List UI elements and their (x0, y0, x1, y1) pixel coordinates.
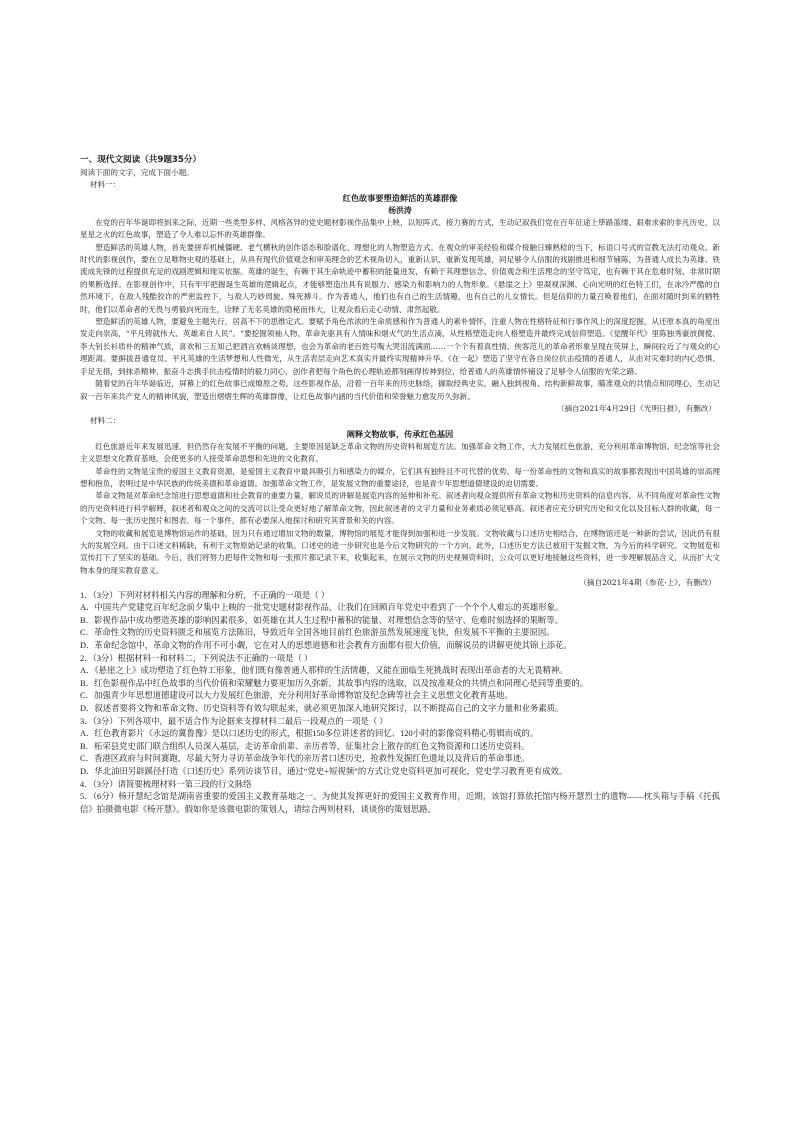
question-1-option-c: C．革命性文物的历史资料匮乏和展览方法陈旧，导致近年全国各地目前红色旅游虽然发展速度飞快，但发展不平衡的主要原因。 (80, 628, 555, 638)
question-1-stem: 1．（3分）下列对材料相关内容的理解和分析，不正确的一项是（ ） (80, 590, 330, 600)
material2-paragraph: 革命性的文物是宝贵的爱国主义教育资源，是爱国主义教育中最具吸引力和感染力的媒介，它们具有独特且不可代替的优势。每一份革命性的文物和真实的故事都表现出中国英雄的崇高理想和抱负，表明过是中华民族的传统美德和革命道德。加强革命文物工作，是发展文物的重要途径，也是青少年思想道德建设的迫切需要。 (80, 466, 720, 488)
question-3-option-d: D．华北油田另辟蹊径打造《口述历史》系列访谈节目，通过“党史+短视频”的方式让党史资料更加可视化，党史学习教育更有成效。 (80, 766, 568, 776)
question-1-option-a: A．中国共产党建党百年纪念前夕集中上映的一批党史题材影视作品，让我们在回顾百年党史中看到了一个个个人难忘的英雄形象。 (80, 603, 564, 613)
section-title: 一、现代文阅读（共9题35分） (80, 155, 202, 165)
question-1-option-b: B．影视作品中成功塑造英雄的影响因素很多，如英雄在其人生过程中蓄积的能量、对理想信念等的坚守、危难时刻选择的果断等。 (80, 615, 563, 625)
question-2-option-b: B．红色影视作品中红色故事的当代价值和荣耀魅力要更加历久弥新，其故事内容的选取，以及按准观众的共情点和同理心是同等重要的。 (80, 678, 589, 688)
question-5-stem: 5．（6分）杨开慧纪念馆是湖南省重要的爱国主义教育基地之一。为使其发挥更好的爱国主义教育作用，近期，该馆打算依托馆内杨开慧烈士的遗物——枕头箱与手稿《托孤信》拍摄微电影《杨开慧》。假如你是该微电影的策划人，请综合两则材料，谈谈你的策划思路。 (80, 792, 720, 814)
question-1-option-d: D．革命纪念馆中，革命文物的作用不可小觑，它在对人的思想道德和社会教育方面都有很大价值，而解说员的讲解更使其锦上添花。 (80, 640, 572, 650)
material2-paragraph: 红色旅游近年来发展迅速，但仍然存在发展不平衡的问题，主要原因是缺乏革命文物的历史资料和展览方法。加强革命文物工作，大力发展红色旅游，充分利用革命博物馆、纪念馆等社会主义思想文化教育基地，会使更多的人接受革命思想和先进的文化教育。 (80, 441, 720, 464)
material1-title: 红色故事要塑造鲜活的英雄群像 (342, 192, 458, 203)
material2-title: 阐释文物故事，传承红色基因 (346, 428, 454, 439)
material1-source: （摘自2021年4月29日《光明日报》，有删改） (556, 403, 716, 413)
material2-label: 材料二： (90, 416, 121, 426)
question-4-stem: 4．（3分）请简要梳理材料一第三段的行文脉络 (80, 779, 252, 789)
question-3-option-c: C．香港区政府与时间赛跑，尽最大努力寻访革命战争年代的亲历者口述历史，抢救性发掘红色遗址以及背后的革命事迹。 (80, 754, 530, 764)
material1-paragraph: 随着党的百年华诞临近，屏幕上的红色故事已成燎原之势。这些影视作品，沿着一百年来的历史脉络，撷取经典史实，融入独到视角、结构新鲜故事，瞄准观众的共情点和同理心，生动记叙一百年来共产党人的精神风貌，塑造出熠熠生辉的英雄群像，让红色故事内涵的当代价值和荣誉魅力愈发历久弥新。 (80, 379, 720, 401)
question-3-stem: 3．（3分）下列各项中，最不适合作为论据来支撑材料二最后一段观点的一项是（ ） (80, 716, 388, 726)
question-2-option-c: C．加强青少年思想道德建设可以大力发展红色旅游，充分利用好革命博物馆及纪念碑等社会主义思想文化教育基地。 (80, 691, 513, 701)
question-3-option-b: B．柘荣县党史部门联合组织人员深入基层，走访革命前辈、亲历者等，征集社会上散存的红色文物资源和口述历史资料。 (80, 741, 530, 751)
material2-paragraph: 文物的收藏和展览是博物馆运作的基础，因为只有通过增加文物的数量，博物馆的展览才能得到加强和进一步发展。文物收藏与口述历史相结合，在博物馆还是一种新的尝试，因此仍有很大的发展空间。由于口述文料稀缺，有利于文物原始记录的收集。口述史的进一步研究也是今后文物研究的一个方向。此外，口述历史方法已被用于发掘文物，为今后的科学研究、文物展览和宣传打下了坚实的基础。今后，我们将努力把每件文物和每一张照片都记录下来，收集起来，在展示文物的历史视频资料时，公众可以更好地接触这些资料，进一步理解展品含义，从而扩大文物本身的现实教育意义。 (80, 528, 720, 575)
question-2-option-d: D．叙述者要将文物和革命文物、历史资料等有效勾联起来，就必须更加深入地研究探讨，以不断提高自己的文字力量和业务素质。 (80, 703, 564, 713)
material1-paragraph: 塑造鲜活的英雄人物，要避免主题先行，居高不下的思维定式。要赋予角色浓浓的生命质感和作为普通人的素朴情怀，注重人物在性格特征和行事作风上的深度挖掘，从还原本真的角度出发走向崇高，“平凡铸就伟大、英雄来自人民”。“要挖掘领袖人物、革命先驱具有人情味和烟火气的生活点滴，从性格塑造走向人格塑造并最终完成信仰塑造。《觉醒年代》里陈独秀豪放倜傥、李大钊长衫质朴的精神气质，喜欢和三五知己把酒言欢畅谈理想，也会为革命的老百姓号啕大哭泪流满面……一个个有着真性情、侠客范儿的革命者形象呈现在荧屏上，瞬间拉近了与观众的心理距离。要摒拔普通党员、平凡英雄的生活梦想和人性微光，从生活表层走向艺术真实并最终实现精神升华。《在一起》塑造了坚守在各自岗位抗击疫情的普通人，从由对灾难时的内心恐惧、手足无措，到抹杀精神、振奋斗志携手抗击疫情时的毅力同心，创作者把每个角色的心理轨迹都刻画得传神到位，给普通人的英雄情怀铺设了足够令人信服的光荣之路。 (80, 317, 720, 376)
question-2-option-a: A．《悬崖之上》成功塑造了红色特工形象，他们既有像普通人那样的生活情趣，又能在面临生死挑战时表现出革命者的大无畏精神。 (80, 666, 568, 676)
question-2-stem: 2．（3分）根据材料一和材料二，下列说法不正确的一项是（ ） (80, 653, 313, 663)
material1-author: 杨洪涛 (388, 205, 412, 215)
material2-source: （摘自2021年4期《参花·上》，有删改） (579, 578, 716, 588)
question-3-option-a: A．红色教育影片《永远的冀鲁豫》是以口述历史的形式，根据150多位讲述者的回忆、120小时的影像资料精心剪辑而成的。 (80, 729, 539, 739)
questions-block (80, 590, 720, 817)
material1-label: 材料一： (90, 180, 121, 190)
section-instruction: 阅读下面的文字，完成下面小题。 (80, 168, 194, 177)
material1-paragraph: 塑造鲜活的英雄人物，首先要拼弃机械僵硬、老气横秋的创作语态和脸谱化、理想化的人物塑造方式。在观众的审美经验和媒介接触日臻熟稔的当下，标语口号式的宣教无法打动观众。新时代的影视创作，要在立足唯物史观的基础上，从具有现代价值观念和审美理念的艺术视角切入，重新认识、重新发现英雄，同足够令人信服的戏剧推进和细节铺陈，为普通人成长为英雄、铁流成先锋的过程提供充足的戏剧逻辑和现实依据。英雄的诞生，有赖于其生命轨迹中蓄积的能量迸发，有赖于其理想信念、价值观念和生活理念的坚守笃定，也有赖于其在危难时刻、非常时期的果断选择。在影视创作中，只有牢牢把握诞生英雄的逻辑起点，才能够塑造出具有说服力、感染力和影响力的人物形象。《悬崖之上》里凝视深渊、心向光明的红色特工们，在冰冷严酷的自然环境下，在敌人残酷狡诈的严密监控下，与敌人巧妙周旋、殊死搏斗。作为普通人，他们也有自己的生活情趣，也有自己的儿女情长。但是信仰的力量召唤着他们，在面对随时到来的牺牲时，他们以革命者的无畏与勇毅向死而生，诠释了无名英雄的隐秘而伟大，让观众看后走心动情、肃然起敬。 (80, 242, 720, 314)
exam-page (80, 148, 720, 816)
material2-paragraph: 革命文物是对革命纪念馆进行思想道德和社会教育的重要力量，解说员的讲解是展览内容的延伸和补充。叙述者向观众提供所有革命文物和历史资料的信息内容。从不同角度对革命性文物的历史资料进行科学解释，叙述者和观众之间的交流可以让受众更好地了解革命文物，因此叙述者的文字力量和业务素质必须足够高。叙述者应充分研究历史和文化以及目标人群的收藏，每一个文物、每一张历史图片和图表、每一个事件，都有必要深入地探讨和研究其背景和关的内容。 (80, 491, 720, 526)
material1-paragraph: 在党的百年华诞即将到来之际，近期一些类型多样、风格各异的党史题材影视作品集中上映，以短阵式、接力赛的方式，生动记叙我们党在百年征途上筚路蓝缕、艰难求索的非凡历史，以星星之火的红色故事，塑造了令人难以忘怀的英雄群像。 (80, 217, 720, 240)
